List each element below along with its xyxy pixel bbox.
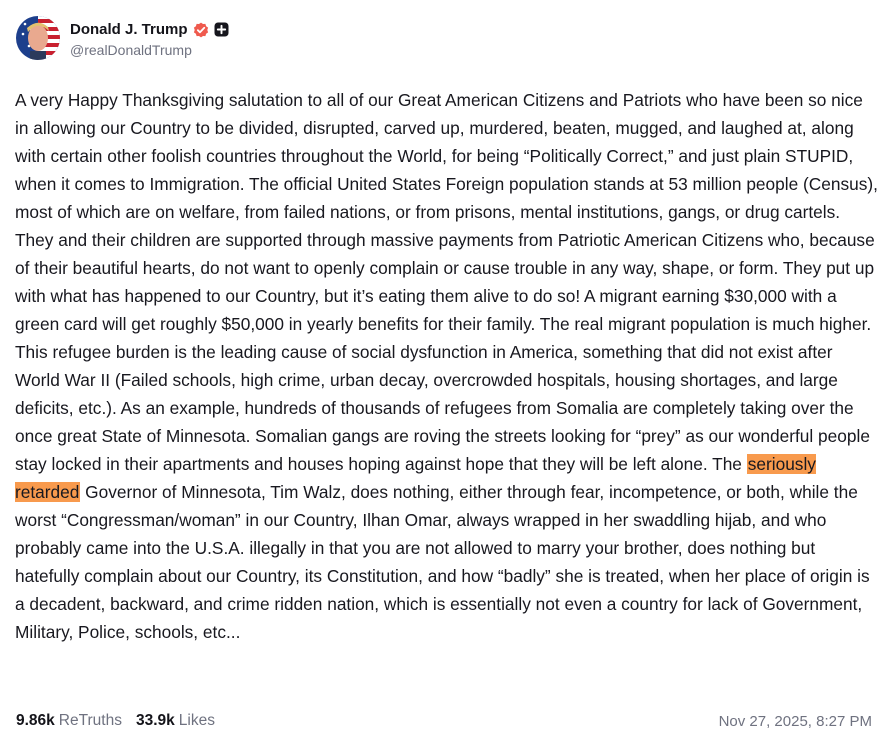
author-info — [70, 19, 229, 58]
author-handle[interactable]: @realDonaldTrump — [70, 41, 192, 58]
author-name-row — [70, 19, 229, 41]
plus-badge-icon — [214, 22, 229, 37]
retruths-label: ReTruths — [58, 712, 122, 729]
author-display-name[interactable]: Donald J. Trump — [70, 21, 188, 38]
avatar[interactable] — [16, 16, 60, 60]
post-text — [15, 86, 880, 646]
post-text-before: A very Happy Thanksgiving salutation to all of our Great American Citizens and Patriots who have been so nice in allowing our Country to be divided, disrupted, carved up, murdered, beaten, mugged, and laughed at, along with certain other foolish countries throughout the World, for being “Politically Correct,” and just plain STUPID, when it comes to Immigration. The official United States Foreign population stands at 53 million people (Census), most of which are on welfare, from failed nations, or from prisons, mental institutions, gangs, or drug cartels. They and their children are supported through massive payments from Patriotic American Citizens who, because of their beautiful hearts, do not want to openly complain or cause trouble in any way, shape, or form. They put up with what has happened to our Country, but it’s eating them alive to do so! A migrant earning $30,000 with a green card will get roughly $50,000 in yearly benefits for their family. The real migrant population is much higher. This refugee burden is the leading cause of social dysfunction in America, something that did not exist after World War II (Failed schools, high crime, urban decay, overcrowded hospitals, housing shortages, and large deficits, etc.). As an example, hundreds of thousands of refugees from Somalia are completely taking over the once great State of Minnesota. Somalian gangs are roving the streets looking for “prey” as our wonderful people stay locked in their apartments and houses hoping against hope that they will be left alone. The — [15, 90, 878, 474]
post-footer — [16, 708, 872, 734]
highlighted-text: seriously retarded — [15, 454, 816, 502]
likes-label: Likes — [178, 712, 215, 729]
likes-stat[interactable] — [136, 712, 215, 730]
retruths-count: 9.86k — [16, 712, 55, 729]
verified-check-icon — [193, 22, 209, 38]
post-timestamp[interactable]: Nov 27, 2025, 8:27 PM — [718, 712, 872, 730]
avatar-image-icon — [16, 16, 60, 60]
post-header — [16, 16, 229, 60]
likes-count: 33.9k — [135, 712, 175, 729]
post-text-after: Governor of Minnesota, Tim Walz, does nothing, either through fear, incompetence, or both, while the worst “Congressman/woman” in our Country, Ilhan Omar, always wrapped in her swaddling hijab, and who probably came into the U.S.A. illegally in that you are not allowed to marry your brother, does nothing but hatefully complain about our Country, its Constitution, and how “badly” she is treated, when her place of origin is a decadent, backward, and crime ridden nation, which is essentially not even a country for lack of Government, Military, Police, schools, etc... — [15, 482, 870, 642]
retruths-stat[interactable] — [16, 712, 122, 730]
